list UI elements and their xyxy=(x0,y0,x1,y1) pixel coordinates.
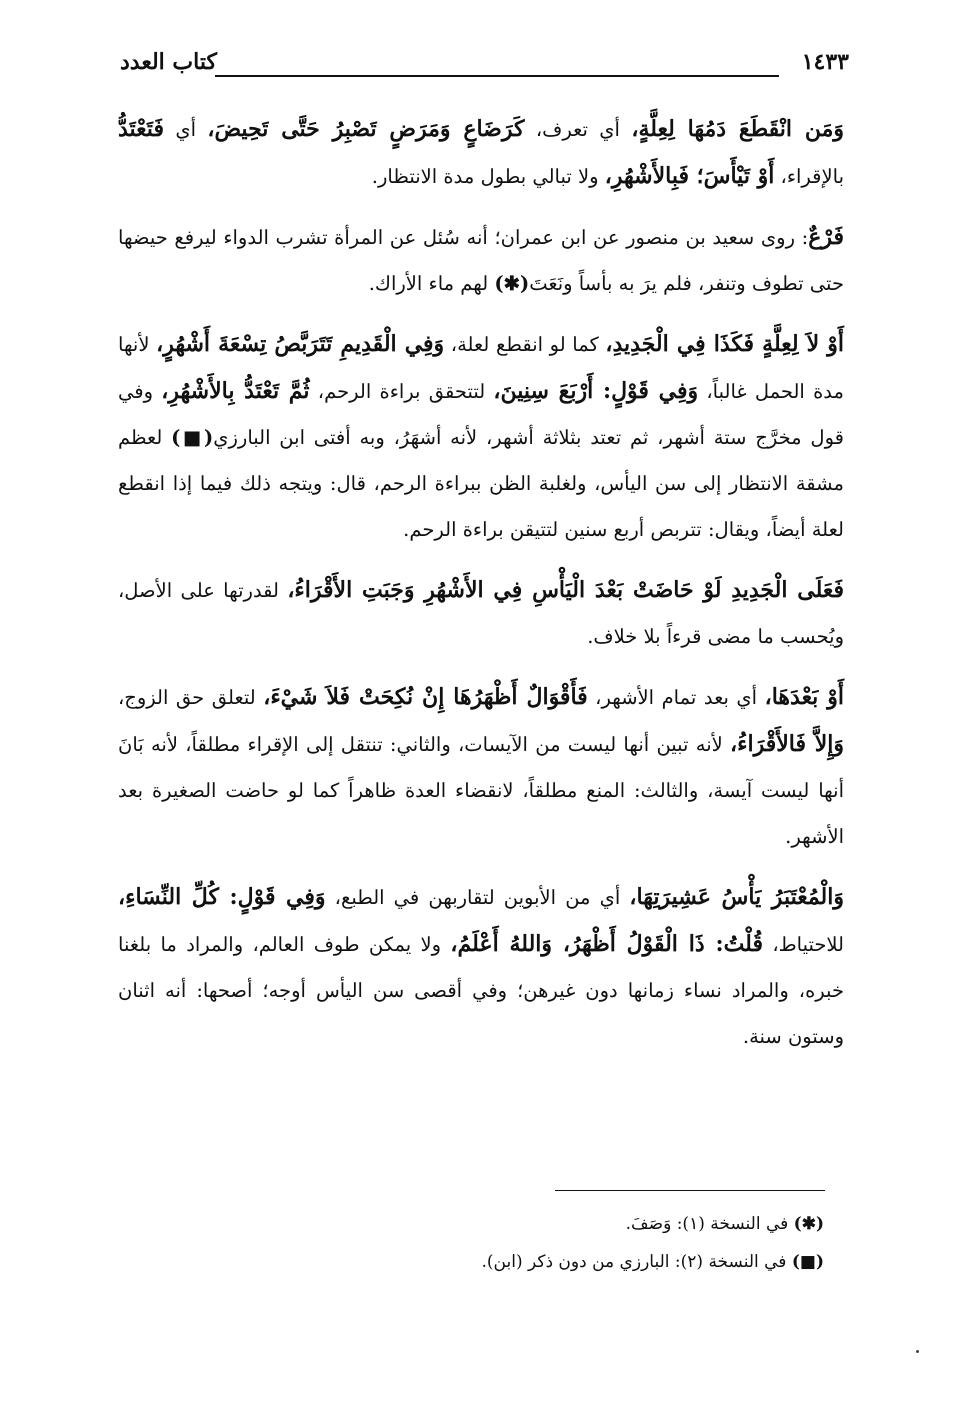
sharh-text: أي xyxy=(163,118,208,141)
sharh-text: لأنها مدة الحمل غالباً، xyxy=(118,333,844,403)
paragraph-3 xyxy=(118,321,844,553)
main-text xyxy=(118,106,844,1074)
chapter-title: كتاب العدد xyxy=(120,49,217,75)
header-rule xyxy=(215,75,779,77)
matn-text: فَرْعٌ xyxy=(808,224,844,250)
sharh-text: كما لو انقطع لعلة، xyxy=(444,333,606,356)
sharh-text: لعظم مشقة الانتظار إلى سن اليأس، ولغلبة الظن ببراءة الرحم، قال: ويتجه ذلك فيما إذا انقطع لعلة أيضاً، ويقال: تتربص أربع سنين لتتيقن براءة الرحم. xyxy=(118,426,844,541)
running-header xyxy=(120,45,849,85)
matn-text: قُلْتُ: ذَا الْقَوْلُ أَظْهَرُ، وَاللهُ أَعْلَمُ، xyxy=(450,931,763,957)
footnote-marker[interactable]: (■) xyxy=(171,426,214,449)
matn-text: وَالْمُعْتَبَرُ يَأْسُ عَشِيرَتِهَا، xyxy=(629,884,844,910)
matn-text: فَعَلَى الْجَدِيدِ لَوْ حَاضَتْ بَعْدَ الْيَأْسِ فِي الأَشْهُرِ وَجَبَتِ الأَقْرَاءُ، xyxy=(287,577,844,603)
sharh-text: أي تعرف، xyxy=(524,118,632,141)
matn-text: ثُمَّ تَعْتَدُّ بِالأَشْهُرِ، xyxy=(161,378,310,404)
sharh-text: لهم ماء الأراك. xyxy=(368,272,495,295)
sharh-text: ولا تبالي بطول مدة الانتظار. xyxy=(371,165,605,188)
scan-speck xyxy=(916,1350,919,1353)
matn-text: وَفِي قَوْلٍ: كُلِّ النِّسَاءِ، xyxy=(118,884,326,910)
sharh-text: أي من الأبوين لتقاربهن في الطبع، xyxy=(325,886,630,909)
sharh-text: : روى سعيد بن منصور عن ابن عمران؛ أنه سُئل عن المرأة تشرب الدواء ليرفع حيضها حتى تطوف وتنفر، فلم يرَ به بأساً ونَعَتَ xyxy=(118,226,844,295)
footnote-1 xyxy=(118,1205,824,1243)
matn-text: وَفِي الْقَدِيمِ تَتَرَبَّصُ تِسْعَةَ أَشْهُرٍ، xyxy=(156,331,445,357)
footnote-marker: (✱) xyxy=(793,1214,824,1234)
sharh-text: لتتحقق براءة الرحم، xyxy=(309,380,494,403)
footnote-marker: (■) xyxy=(791,1252,824,1272)
matn-text: فَأَقْوَالٌ أَظْهَرُهَا إِنْ نُكِحَتْ فَلاَ شَيْءَ، xyxy=(263,684,588,710)
footnote-marker[interactable]: (✱) xyxy=(494,272,530,295)
sharh-text: وفي قول مخرَّج ستة أشهر، ثم تعتد بثلاثة أشهر، لأنه أشهَرُ، وبه أفتى ابن البارزي xyxy=(118,380,844,449)
footnotes xyxy=(118,1205,824,1281)
sharh-text: ولا يمكن طوف العالم، والمراد ما بلغنا خبره، والمراد نساء زمانها دون غيرهن؛ وفي أقصى سن اليأس أوجه؛ أصحها: أنه اثنان وستون سنة. xyxy=(118,933,844,1048)
sharh-text: أي بعد تمام الأشهر، xyxy=(587,686,765,709)
sharh-text: لتعلق حق الزوج، xyxy=(118,686,264,709)
footnote-text: في النسخة (٢): البارزي من دون ذكر (ابن). xyxy=(481,1252,792,1272)
paragraph-4 xyxy=(118,567,844,660)
matn-text: أَوْ تَيْأَسَ؛ فَبِالأَشْهُرِ، xyxy=(604,163,775,189)
paragraph-1 xyxy=(118,106,844,200)
matn-text: وَإِلاَّ فَالأَقْرَاءُ، xyxy=(730,731,844,757)
sharh-text: بالإقراء، xyxy=(774,165,844,188)
footnote-separator xyxy=(555,1190,825,1191)
sharh-text: للاحتياط، xyxy=(762,933,844,956)
matn-text: فَتَعْتَدُّ xyxy=(118,116,164,142)
sharh-text: لأنه تبين أنها ليست من الآيسات، والثاني: تنتقل إلى الإقراء مطلقاً، لأنه بَانَ أنها ليست آيسة، والثالث: المنع مطلقاً، لانقضاء العدة ظاهراً كما لو حاضت الصغيرة بعد الأشهر. xyxy=(118,733,844,848)
paragraph-6 xyxy=(118,874,844,1060)
paragraph-2 xyxy=(118,214,844,307)
matn-text: وَمَن انْقَطَعَ دَمُهَا لِعِلَّةٍ، xyxy=(631,116,844,142)
footnote-2 xyxy=(118,1243,824,1281)
footnote-text: في النسخة (١): وَصَفَ. xyxy=(625,1214,794,1234)
sharh-text: لقدرتها على الأصل، ويُحسب ما مضى قرءاً بلا خلاف. xyxy=(118,579,844,648)
page-number: ١٤٣٣ xyxy=(801,49,849,75)
matn-text: كَرَضَاعٍ وَمَرَضٍ تَصْبِرُ حَتَّى تَحِيضَ، xyxy=(207,116,525,142)
matn-text: أَوْ بَعْدَهَا، xyxy=(764,684,845,710)
matn-text: وَفِي قَوْلٍ: أَرْبَعَ سِنِينَ، xyxy=(493,378,699,404)
matn-text: أَوْ لاَ لِعِلَّةٍ فَكَذَا فِي الْجَدِيدِ، xyxy=(605,331,844,357)
paragraph-5 xyxy=(118,674,844,860)
